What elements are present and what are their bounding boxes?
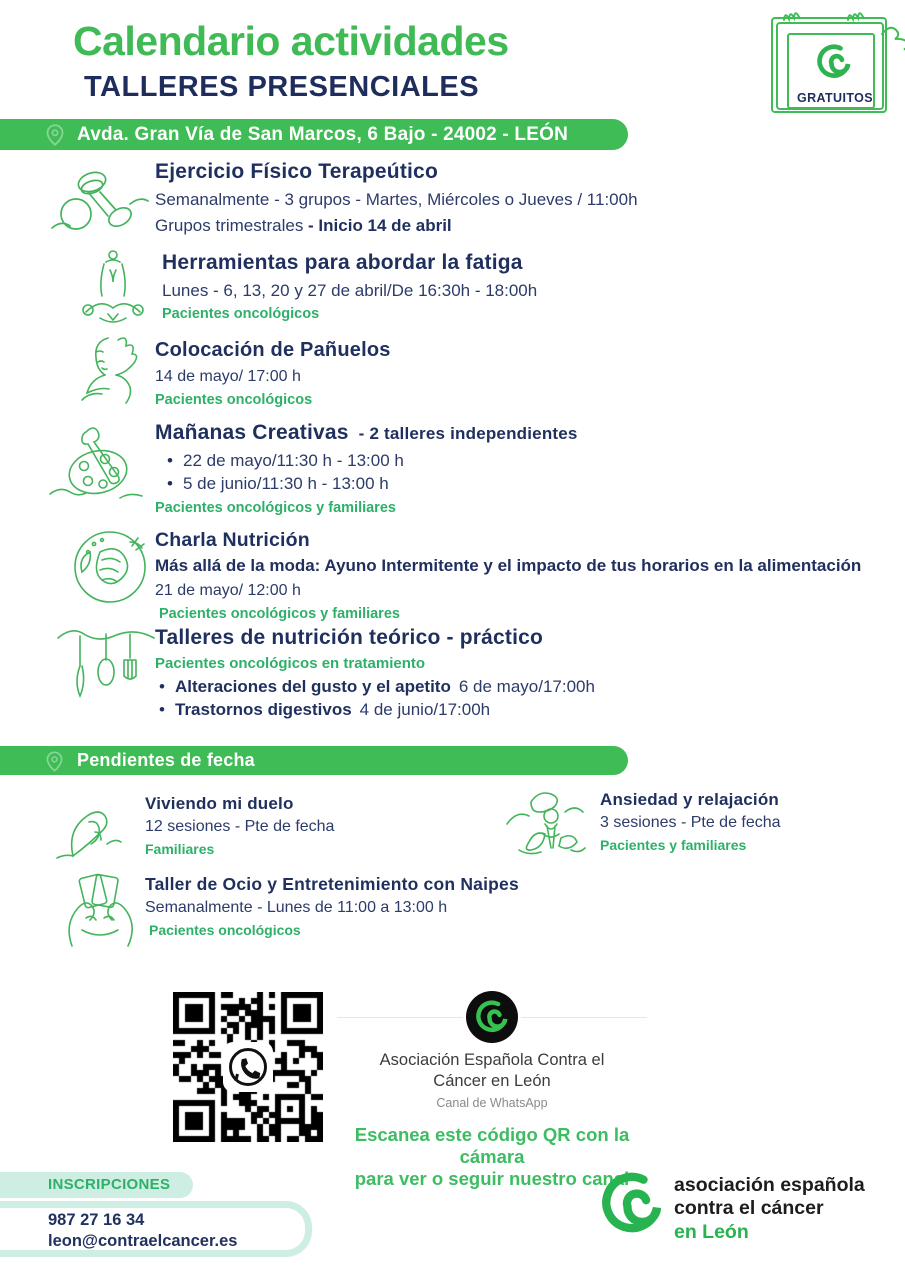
activity-subtitle: Más allá de la moda: Ayuno Intermitente y el impacto de tus horarios en la alimentación xyxy=(155,556,862,575)
pending-item-duelo xyxy=(145,794,485,857)
audience-label: Pacientes oncológicos y familiares xyxy=(155,499,396,516)
pending-item-naipes xyxy=(145,874,665,938)
audience-label: Pacientes oncológicos xyxy=(149,921,301,938)
nutrition-plate-icon xyxy=(60,528,160,606)
pending-bar xyxy=(0,746,628,775)
inscriptions-label: INSCRIPCIONES xyxy=(48,1176,171,1193)
whatsapp-channel-info xyxy=(337,988,647,1190)
contact-pill xyxy=(0,1201,312,1257)
bullet-item: • 22 de mayo/11:30 h - 13:00 h xyxy=(183,450,885,473)
audience-label: Pacientes oncológicos y familiares xyxy=(159,605,400,622)
bullet-item: • 5 de junio/11:30 h - 13:00 h xyxy=(183,473,885,496)
activity-title: Herramientas para abordar la fatiga xyxy=(162,251,523,274)
activity-bullets xyxy=(155,450,885,496)
activity-schedule: 12 sesiones - Pte de fecha xyxy=(145,818,335,835)
audience-label: Pacientes y familiares xyxy=(600,836,747,853)
brand-wordmark: asociación española contra el cáncer en León xyxy=(674,1174,865,1243)
audience-label: Pacientes oncológicos en tratamiento xyxy=(155,655,426,672)
activity-title: Taller de Ocio y Entretenimiento con Naipes xyxy=(145,874,519,894)
audience-label: Pacientes oncológicos xyxy=(162,306,320,323)
activity-title: Talleres de nutrición teórico - práctico xyxy=(155,626,544,649)
activity-schedule: Semanalmente - Lunes de 11:00 a 13:00 h xyxy=(145,899,448,916)
pending-item-ansiedad xyxy=(600,790,905,853)
activity-title: Ansiedad y relajación xyxy=(600,790,779,809)
comforting-hands-icon xyxy=(55,792,143,864)
audience-label: Familiares xyxy=(145,840,215,857)
badge-label: GRATUITOS xyxy=(796,91,874,105)
inscriptions-pill xyxy=(0,1172,193,1198)
activity-title: Mañanas Creativas - 2 talleres independientes xyxy=(155,421,578,444)
aecc-channel-logo xyxy=(463,988,521,1046)
audience-label: Pacientes oncológicos xyxy=(155,391,313,408)
activity-ejercicio xyxy=(155,160,885,241)
bullet-item: • Trastornos digestivos 4 de junio/17:00h xyxy=(175,699,885,722)
paint-palette-icon xyxy=(48,424,148,510)
activity-title: Colocación de Pañuelos xyxy=(155,339,391,361)
activity-schedule: Semanalmente - 3 grupos - Martes, Miércoles o Jueves / 11:00h xyxy=(155,190,638,209)
activity-schedule: 21 de mayo/ 12:00 h xyxy=(155,582,301,600)
pending-bar-text: Pendientes de fecha xyxy=(77,750,255,770)
activity-creativas xyxy=(155,421,885,516)
hanging-cutlery-icon xyxy=(56,622,156,720)
dumbbell-icon xyxy=(50,166,150,238)
aecc-brand-logo xyxy=(600,1168,900,1248)
activity-schedule: Grupos trimestrales - Inicio 14 de abril xyxy=(155,216,452,236)
aecc-g-icon xyxy=(600,1172,664,1236)
page-subtitle: TALLERES PRESENCIALES xyxy=(84,71,480,103)
bullet-item: • Alteraciones del gusto y el apetito 6 de mayo/17:00h xyxy=(175,676,885,699)
channel-label: Canal de WhatsApp xyxy=(436,1095,548,1110)
headscarf-face-icon xyxy=(70,334,150,418)
aecc-g-icon xyxy=(816,44,852,80)
activity-title: Charla Nutrición xyxy=(155,529,310,551)
address-bar xyxy=(0,119,628,150)
activity-title: Viviendo mi duelo xyxy=(145,794,294,813)
activity-bullets xyxy=(155,676,885,722)
location-pin-icon xyxy=(46,750,63,773)
whatsapp-qr-code xyxy=(173,992,323,1142)
aecc-g-icon xyxy=(475,1000,509,1034)
hands-cards-icon xyxy=(60,872,140,950)
location-pin-icon xyxy=(46,123,64,147)
page-title: Calendario actividades xyxy=(73,18,509,64)
activity-schedule: 3 sesiones - Pte de fecha xyxy=(600,814,781,831)
activity-panuelos xyxy=(155,339,885,408)
qr-cta: Escanea este código QR con la cámara para ver o seguir nuestro canal xyxy=(354,1123,630,1190)
whatsapp-icon xyxy=(223,1042,273,1092)
meditation-icon xyxy=(80,248,146,330)
address-text: Avda. Gran Vía de San Marcos, 6 Bajo - 24002 - LEÓN xyxy=(77,124,568,145)
org-name: Asociación Española Contra el Cáncer en León xyxy=(379,1051,605,1091)
activity-fatiga xyxy=(162,251,892,322)
activity-schedule: Lunes - 6, 13, 20 y 27 de abril/De 16:30h - 18:00h xyxy=(162,281,538,300)
activity-nutricion xyxy=(155,626,885,726)
email-address: leon@contraelcancer.es xyxy=(48,1231,238,1250)
activity-title: Ejercicio Físico Terapeútico xyxy=(155,160,438,183)
phone-number: 987 27 16 34 xyxy=(48,1211,145,1229)
activity-charla xyxy=(155,529,885,622)
free-calendar-badge xyxy=(756,4,905,122)
activity-schedule: 14 de mayo/ 17:00 h xyxy=(155,368,301,385)
caring-hands-figure-icon xyxy=(505,786,597,862)
